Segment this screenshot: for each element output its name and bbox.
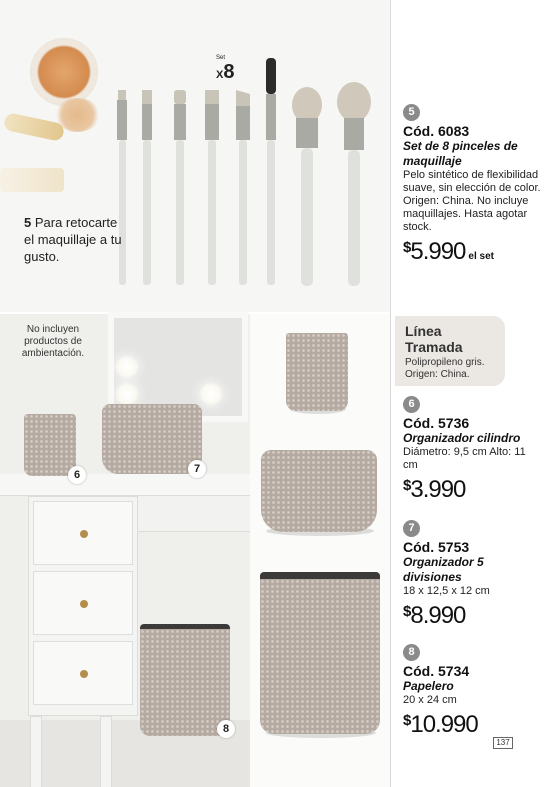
price-value: 3.990: [410, 476, 466, 503]
line-title: Línea Tramada: [405, 323, 463, 355]
price-value: 8.990: [410, 602, 466, 629]
page-number: 137: [493, 737, 513, 749]
drawer-knob-icon: [80, 530, 88, 538]
cylinder-organizer-image: [286, 333, 348, 411]
product-price: [403, 712, 543, 738]
product-description: Pelo sintético de flexibilidad suave, sin elección de color. Origen: China. No incluye maquillajes. Hasta agotar stock.: [403, 169, 541, 233]
brushes-illustration: [100, 50, 390, 290]
desk-drawers-image: [28, 496, 138, 716]
desk-leg-image: [100, 716, 112, 787]
product-code: Cód. 5736: [403, 415, 470, 431]
wastebasket-image: [260, 572, 380, 734]
divider-organizer-image: [261, 450, 377, 532]
vanity-bulb-icon: [116, 383, 138, 405]
product-5734: [403, 644, 543, 738]
brush-7-icon: [292, 87, 322, 286]
product-price: [403, 603, 543, 629]
product-code: Cód. 5753: [403, 539, 470, 555]
product-badge: 8: [403, 644, 420, 661]
drawer-image: [33, 501, 133, 565]
ambient-note: No incluyen productos de ambientación.: [21, 324, 85, 359]
divider-organizer-scene-image: [102, 404, 202, 474]
drawer-image: [33, 571, 133, 635]
product-6083: [403, 104, 543, 270]
desk-top-image: [0, 474, 250, 496]
set-multiplier: X: [216, 69, 224, 81]
item-tag-8: 8: [217, 720, 235, 738]
brush-4-icon: [205, 90, 219, 285]
product-badge: 6: [403, 396, 420, 413]
product-title: Organizador 5 divisiones: [403, 555, 484, 584]
price-value: 10.990: [410, 711, 478, 738]
drawer-knob-icon: [80, 600, 88, 608]
desk-side-image: [138, 496, 250, 532]
set-count: 8: [223, 61, 235, 83]
product-price: [403, 239, 543, 270]
caption-number: 5: [24, 215, 32, 230]
price-currency: $: [403, 239, 411, 256]
column-divider: [390, 0, 391, 787]
product-code: Cód. 6083: [403, 123, 470, 139]
spoolie-brush-icon: [266, 58, 276, 285]
brush-5-icon: [236, 90, 250, 285]
brush-8-icon: [337, 82, 371, 286]
vanity-bulb-icon: [116, 356, 138, 378]
cylinder-organizer-scene-image: [24, 414, 76, 476]
price-currency: $: [403, 477, 411, 494]
drawer-knob-icon: [80, 670, 88, 678]
price-unit: el set: [468, 251, 494, 262]
product-code: Cód. 5734: [403, 663, 470, 679]
brush-set-photo: [0, 0, 390, 312]
line-description: Polipropileno gris. Origen: China.: [405, 357, 485, 380]
desk-leg-image: [30, 716, 42, 787]
item-tag-7: 7: [188, 460, 206, 478]
product-badge: 7: [403, 520, 420, 537]
brush-3-icon: [174, 90, 186, 285]
caption-text: Para retocarte el maquillaje a tu gusto.: [24, 215, 122, 264]
price-currency: $: [403, 603, 411, 620]
set-label: Set: [216, 55, 226, 61]
product-5736: [403, 396, 543, 503]
product-title: Papelero: [403, 679, 454, 693]
product-description: 20 x 24 cm: [403, 694, 457, 706]
product-5753: [403, 520, 543, 629]
price-value: 5.990: [410, 238, 466, 265]
makeup-jar-image: [0, 168, 64, 192]
line-tramada-box: [395, 316, 505, 386]
product-price: [403, 477, 543, 503]
brush-caption: [24, 214, 124, 265]
powder-pot-image: [30, 38, 98, 106]
wastebasket-scene-image: [140, 624, 230, 736]
product-title: Organizador cilindro: [403, 431, 521, 445]
product-title: Set de 8 pinceles de maquillaje: [403, 139, 518, 168]
product-description: 18 x 12,5 x 12 cm: [403, 585, 490, 597]
item-tag-6: 6: [68, 466, 86, 484]
brush-2-icon: [142, 90, 152, 285]
product-description: Diámetro: 9,5 cm Alto: 11 cm: [403, 446, 526, 471]
drawer-image: [33, 641, 133, 705]
price-currency: $: [403, 712, 411, 729]
vanity-bulb-icon: [200, 383, 222, 405]
product-badge: 5: [403, 104, 420, 121]
